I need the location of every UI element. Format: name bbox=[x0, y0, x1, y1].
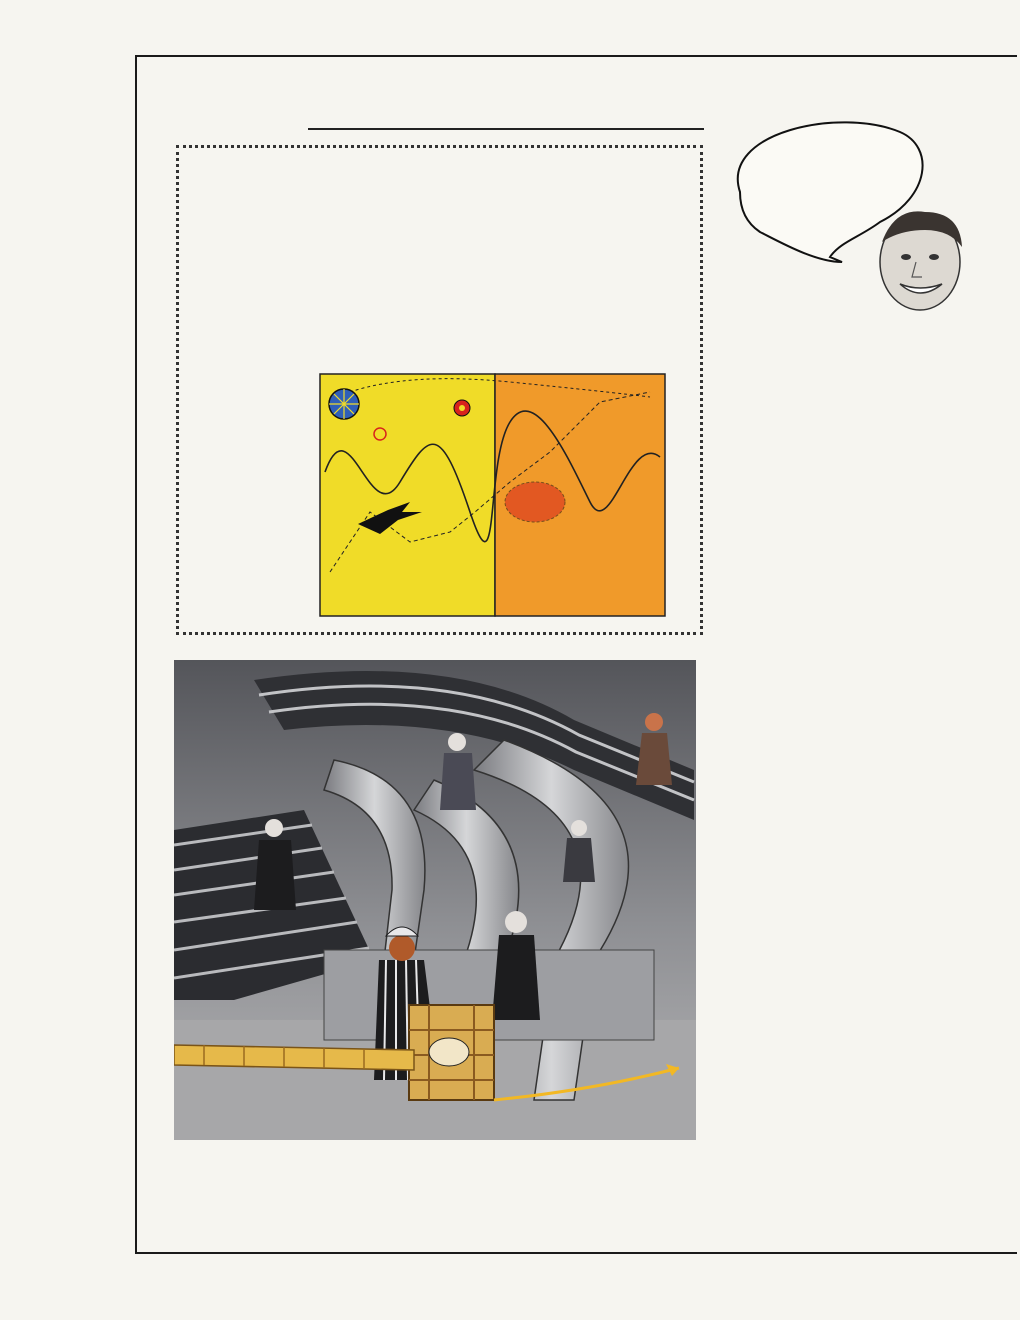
speech-bubble bbox=[720, 112, 970, 332]
confidence-region bbox=[505, 482, 565, 522]
commuter-scooter bbox=[174, 1045, 414, 1070]
author-portrait bbox=[880, 211, 962, 310]
masthead-rule bbox=[308, 128, 704, 130]
rapid-transit-model-photo bbox=[174, 660, 696, 1140]
crisis-chart bbox=[310, 362, 694, 630]
rta-crate bbox=[409, 1005, 494, 1100]
